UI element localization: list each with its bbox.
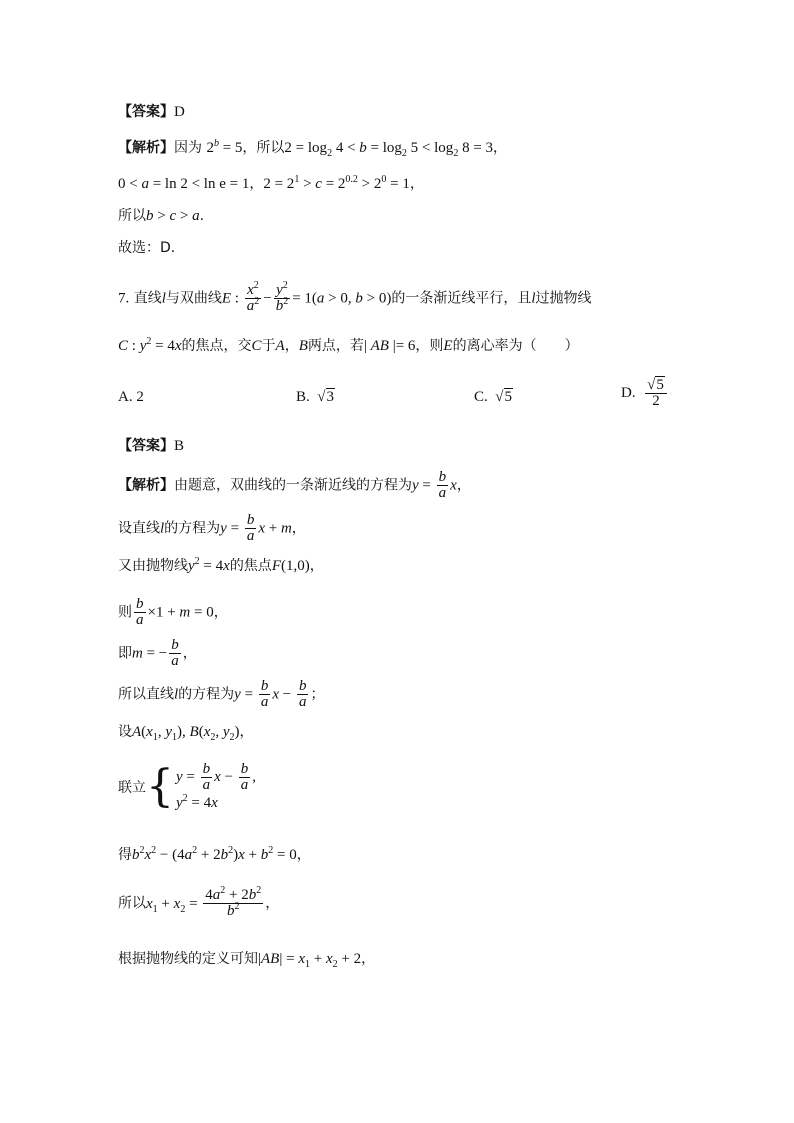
analysis-text: 所以直线 <box>118 686 174 703</box>
question-text: 两点，若 <box>307 338 364 354</box>
analysis-text: 的方程为 <box>164 520 221 537</box>
question-text: 过抛物线 <box>535 290 592 307</box>
question-text: 的一条渐近线平行，且 <box>391 290 532 307</box>
answer-value: D <box>174 104 185 120</box>
analysis-line-2: 0 < a = ln 2 < ln e = 1，$2 = 2^1 > c = 2^{0.2} > 2^0 = 1$， <box>118 174 424 192</box>
option-label: B. <box>296 389 310 405</box>
analysis-text: 联立 <box>118 780 146 796</box>
analysis2-line-7: 设$A(x_1$, $y_1$), $B(x_2$, $y_2$)， <box>118 724 254 743</box>
analysis-text: 则 <box>118 604 132 621</box>
analysis2-line-2: 设直线l的方程为y = $\frac{b}{a}$ x + m， <box>118 512 306 544</box>
analysis-text: 由题意，双曲线的一条渐近线的方程为 <box>174 477 412 494</box>
option-b: B. √3 <box>296 389 334 405</box>
answer-line-1 <box>118 102 185 122</box>
answer-value: B <box>174 438 185 454</box>
analysis-text: 的焦点 <box>229 558 272 574</box>
analysis2-line-11: 根据抛物线的定义可知$|AB| = x_1 + x_2 + 2$， <box>118 951 376 970</box>
analysis2-line-3: 又由抛物线$y^2 = 4x$的焦点F(1,0)， <box>118 556 324 574</box>
analysis2-line-6: 所以直线l的方程为y = $\frac{b}{a}$ x − $\frac{b}{a}$ ； <box>118 678 325 710</box>
option-d: D. $\frac{√5}{2}$ <box>621 378 669 409</box>
analysis-text: 设直线 <box>118 520 160 537</box>
analysis2-line-1: 【解析】由题意，双曲线的一条渐近线的方程为y = $\frac{b}{a}$ x， <box>118 469 471 501</box>
analysis-text: 得 <box>118 847 132 863</box>
analysis2-line-5: 即m = − $\frac{b}{a}$ ， <box>118 637 197 669</box>
option-a <box>118 389 144 406</box>
analysis-text: 即 <box>118 645 132 662</box>
option-label: A. <box>118 389 133 405</box>
question-number: 7. <box>118 290 130 307</box>
analysis-text: 所以 <box>118 208 146 224</box>
option-value: 2 <box>136 389 144 405</box>
question-text: 直线 <box>133 290 162 307</box>
analysis2-line-10: 所以$x_1 + x_2$ = $\frac{4a^2 + 2b^2}{b^2}$ ， <box>118 885 280 919</box>
analysis-text: 又由抛物线 <box>118 558 188 574</box>
analysis-text: 设 <box>118 724 132 740</box>
question-text: 的焦点，交 <box>181 338 252 354</box>
option-label: C. <box>474 389 488 405</box>
analysis-text: 所以 <box>118 895 146 912</box>
question-text: ，则 <box>415 338 444 354</box>
option-c: C. √5 <box>474 389 512 405</box>
analysis2-line-8 <box>118 762 256 812</box>
analysis-label: 【解析】 <box>118 477 174 494</box>
analysis-text: ， <box>493 140 508 156</box>
analysis-text: ， <box>249 176 264 192</box>
analysis-text: 的方程为 <box>178 686 235 703</box>
answer-label: 【答案】 <box>118 104 174 120</box>
analysis-line-1: 【解析】因为 $2^b = 5$，所以$2 = \log_2 4 < b = \log_2 5 < \log_2 8 = 3$， <box>118 138 508 159</box>
question-7-line-2: C : $y^2 = 4x$的焦点，交C于A，B两点，若| AB |= 6，则E的离心率为（ ） <box>118 336 579 354</box>
question-text: ， <box>284 338 299 354</box>
analysis2-line-4: 则 $\frac{b}{a}$ ×1 + m = 0， <box>118 596 228 628</box>
answer-label: 【答案】 <box>118 438 174 454</box>
question-7-line-1: 7. 直线l与双曲线E : $\frac{x^2}{a^2}$ − $\frac{y^2}{b^2}$ = 1(a > 0, b > 0)的一条渐近线平行，且l过抛物线 <box>118 280 592 314</box>
analysis-text: 因为 <box>174 140 202 156</box>
question-text: 于 <box>261 338 276 354</box>
analysis-text: ，所以 <box>242 140 285 156</box>
analysis-text: 根据抛物线的定义可知 <box>118 951 258 967</box>
equation-system: { y = $\frac{b}{a}$ x − $\frac{b}{a}$ , $y^2 = 4x$ <box>146 761 257 812</box>
question-text: 与双曲线 <box>165 290 222 307</box>
analysis2-line-9: 得$b^2x^2 - (4a^2 + 2b^2)x + b^2 = 0$， <box>118 845 311 863</box>
option-label: D. <box>621 384 636 401</box>
analysis-label: 【解析】 <box>118 140 174 156</box>
answer-line-2 <box>118 436 184 456</box>
analysis-line-3: 所以b > c > a. <box>118 208 205 224</box>
question-text: 的离心率为（ ） <box>452 338 579 354</box>
conclusion-line: 故选：D. <box>118 240 176 256</box>
